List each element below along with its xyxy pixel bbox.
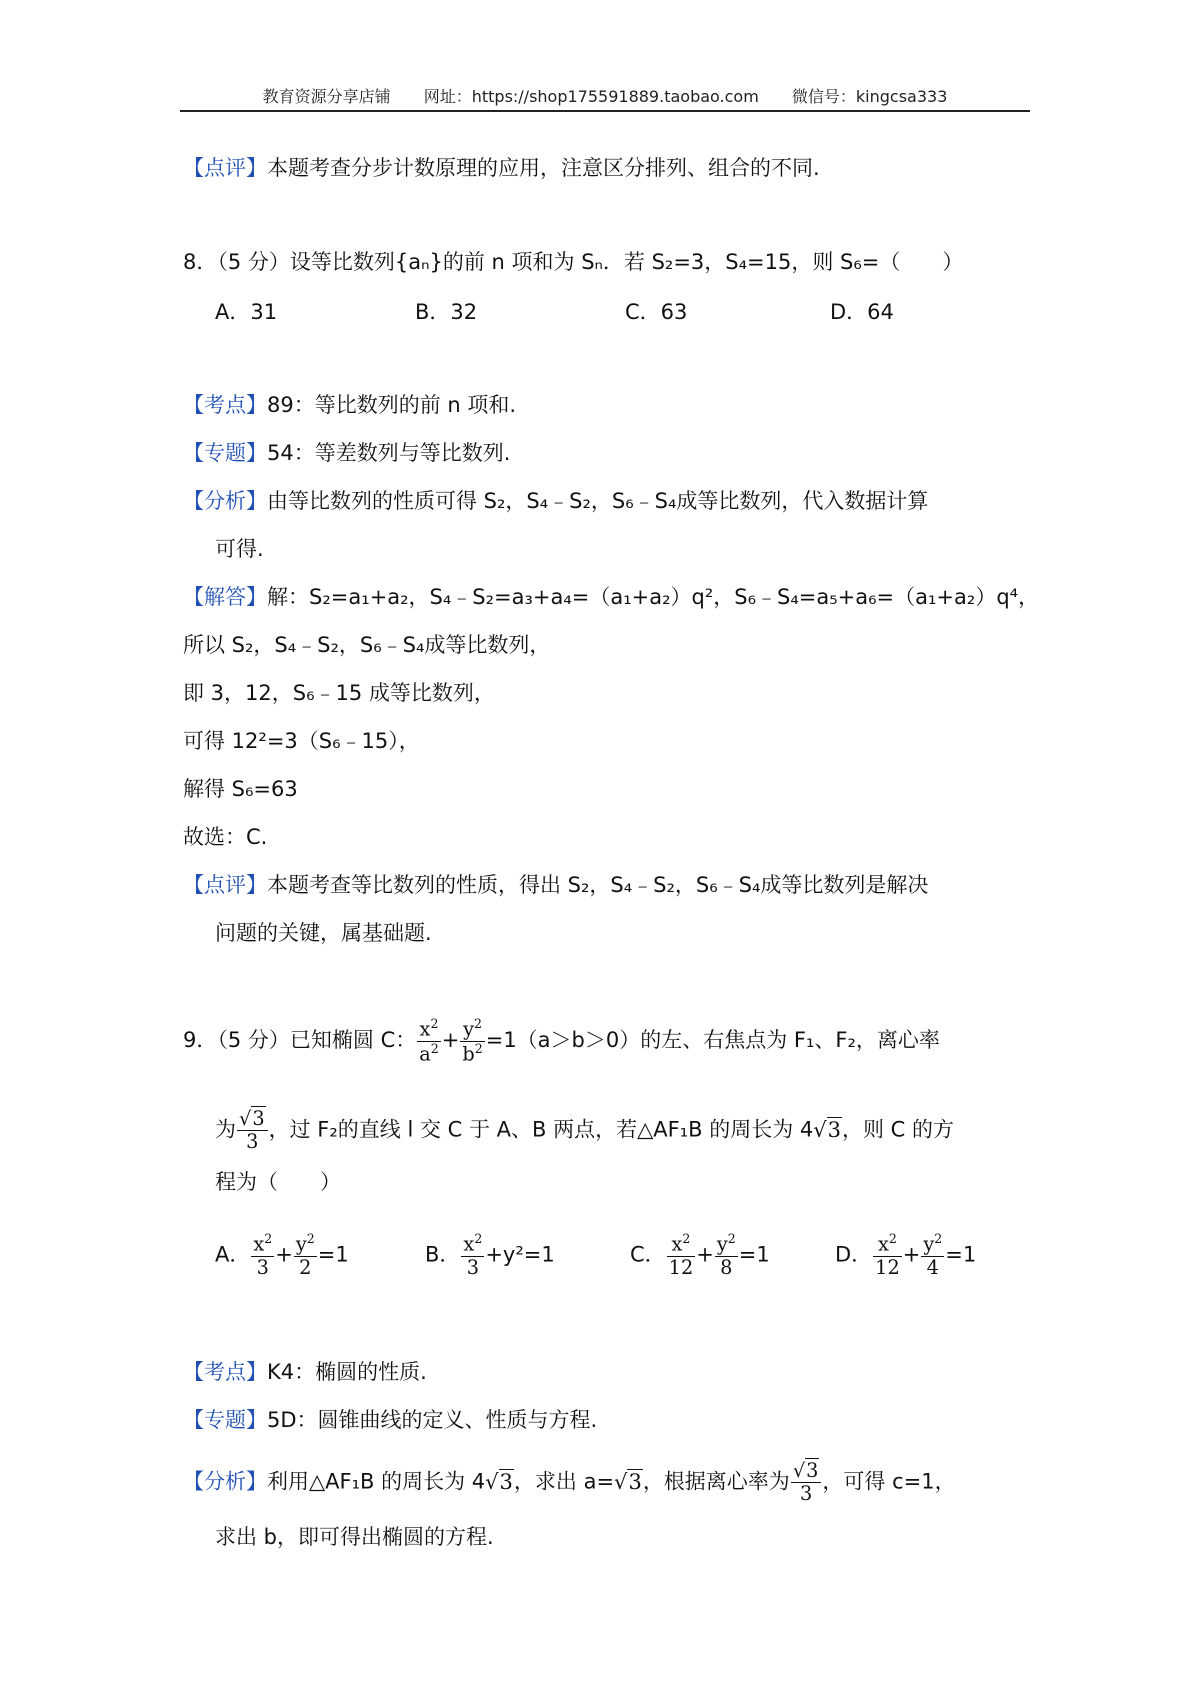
q8-choice-d[interactable]: D．64 [830,300,894,324]
q8-stem: 的前 n 项和为 Sₙ．若 S₂=3，S₄=15，则 S₆=（ ） [442,250,964,274]
fenxi-text-cont: 可得. [215,537,264,561]
q8-lead: 8．（5 分）设等比数列 [183,250,395,274]
q9-lead: 9．（5 分）已知椭圆 C： [183,1028,417,1053]
zhuanti-text: 5D：圆锥曲线的定义、性质与方程. [267,1408,598,1432]
q8-step-4: 解得 S₆=63 [183,777,298,801]
q9-l2-a: 为 [215,1117,236,1142]
zhuanti-tag: 【专题】 [183,441,267,465]
kaodian-tag: 【考点】 [183,393,267,417]
q9-choice-b-tail: +y²=1 [485,1242,555,1267]
kaodian-text: K4：椭圆的性质. [267,1360,427,1384]
frac-x2-a2: $\frac{x^2}{a^2}$ [419,1016,439,1066]
q8-step-3: 可得 12²=3（S₆﹣15）， [183,729,420,753]
q8-dianping [183,873,928,898]
q9-stem: =1（a＞b＞0）的左、右焦点为 F₁、F₂，离心率 [485,1028,940,1053]
q9-choice-c-label: C． [630,1242,666,1267]
fenxi-tag: 【分析】 [183,1469,267,1494]
q9-line-3: 程为（ ） [215,1170,341,1194]
q8-step-5: 故选：C. [183,825,268,849]
q9-l2-c: ，则 C 的方 [842,1117,955,1142]
question-9: 9．（5 分）已知椭圆 C： $\frac{x^2}{a^2}$ + $\frac{y^2}{b^2}$ =1（a＞b＞0）的左、右焦点为 F₁、F₂，离心率 [183,1016,940,1066]
q8-fenxi [183,489,928,514]
q8-choice-a[interactable]: A．31 [215,300,278,324]
q9-l2-b: ，过 F₂的直线 l 交 C 于 A、B 两点，若△AF₁B 的周长为 4 [268,1117,814,1142]
kaodian-text: 89：等比数列的前 n 项和. [267,393,517,417]
q8-dianping-cont: 问题的关键，属基础题. [215,921,432,945]
dianping-text: 本题考查等比数列的性质，得出 S₂，S₄﹣S₂，S₆﹣S₄成等比数列是解决 [267,873,929,897]
q9-choice-d-label: D． [835,1242,873,1267]
frac-sqrt3-3: $\frac{√3}{3}$ [237,1108,268,1153]
question-8 [183,250,963,275]
fenxi-b: ，求出 a= [513,1469,615,1494]
fenxi-d: ，可得 c=1， [822,1469,956,1494]
kaodian-tag: 【考点】 [183,1360,267,1384]
q9-choice-a-label: A． [215,1242,251,1267]
q9-choice-a[interactable]: A． $\frac{x^2}{3}$ + $\frac{y^2}{2}$ =1 [215,1231,349,1279]
review-tag: 【点评】 [183,156,267,180]
q9-fenxi-cont: 求出 b，即可得出椭圆的方程. [215,1525,494,1549]
dianping-tag: 【点评】 [183,873,267,897]
q9-choice-b-label: B． [425,1242,461,1267]
zhuanti-tag: 【专题】 [183,1408,267,1432]
q8-zhuanti [183,441,510,466]
sqrt-3: √3 [813,1117,841,1142]
q8-choice-c[interactable]: C．63 [625,300,688,324]
jieda-tag: 【解答】 [183,585,267,609]
q9-choice-d[interactable]: D． $\frac{x^2}{12}$ + $\frac{y^2}{4}$ =1 [835,1231,977,1279]
q8-kaodian [183,393,516,418]
header-shop: 教育资源分享店铺 [262,87,391,106]
header-wechat: 微信号：kingcsa333 [791,87,948,106]
q9-kaodian [183,1360,427,1385]
header-divider [180,110,1030,112]
fenxi-tag: 【分析】 [183,489,267,513]
page-header [180,84,1030,107]
fenxi-c: ，根据离心率为 [642,1469,790,1494]
zhuanti-text: 54：等差数列与等比数列. [267,441,511,465]
sqrt-3: √3 [485,1469,513,1494]
jieda-text: 解：S₂=a₁+a₂，S₄﹣S₂=a₃+a₄=（a₁+a₂）q²，S₆﹣S₄=a₅+a₆=（a₁+a₂）q⁴， [267,585,1040,609]
q8-jieda [183,585,1039,610]
q9-zhuanti [183,1408,597,1433]
review-7 [183,156,820,181]
review-text: 本题考查分步计数原理的应用，注意区分排列、组合的不同. [267,156,820,180]
q9-line-2 [215,1108,954,1153]
fenxi-text: 由等比数列的性质可得 S₂，S₄﹣S₂，S₆﹣S₄成等比数列，代入数据计算 [267,489,929,513]
q9-choice-b[interactable]: B． $\frac{x^2}{3}$ +y²=1 [425,1231,555,1279]
q9-choice-c[interactable]: C． $\frac{x^2}{12}$ + $\frac{y^2}{8}$ =1 [630,1231,770,1279]
q8-choices [215,300,894,325]
header-url[interactable]: 网址：https://shop175591889.taobao.com [423,87,759,106]
q9-fenxi [183,1460,956,1505]
q8-fenxi-cont [215,537,264,562]
sqrt-3: √3 [614,1469,642,1494]
fenxi-a: 利用△AF₁B 的周长为 4 [267,1469,486,1494]
q8-sequence: {aₙ} [394,250,443,274]
frac-sqrt3-3: $\frac{√3}{3}$ [791,1460,822,1505]
q9-choices [215,1232,976,1279]
q8-step-2: 即 3，12，S₆﹣15 成等比数列， [183,681,495,705]
frac-y2-b2: $\frac{y^2}{b^2}$ [462,1016,483,1066]
q8-choice-b[interactable]: B．32 [415,300,478,324]
q8-step-1: 所以 S₂，S₄﹣S₂，S₆﹣S₄成等比数列， [183,633,551,657]
